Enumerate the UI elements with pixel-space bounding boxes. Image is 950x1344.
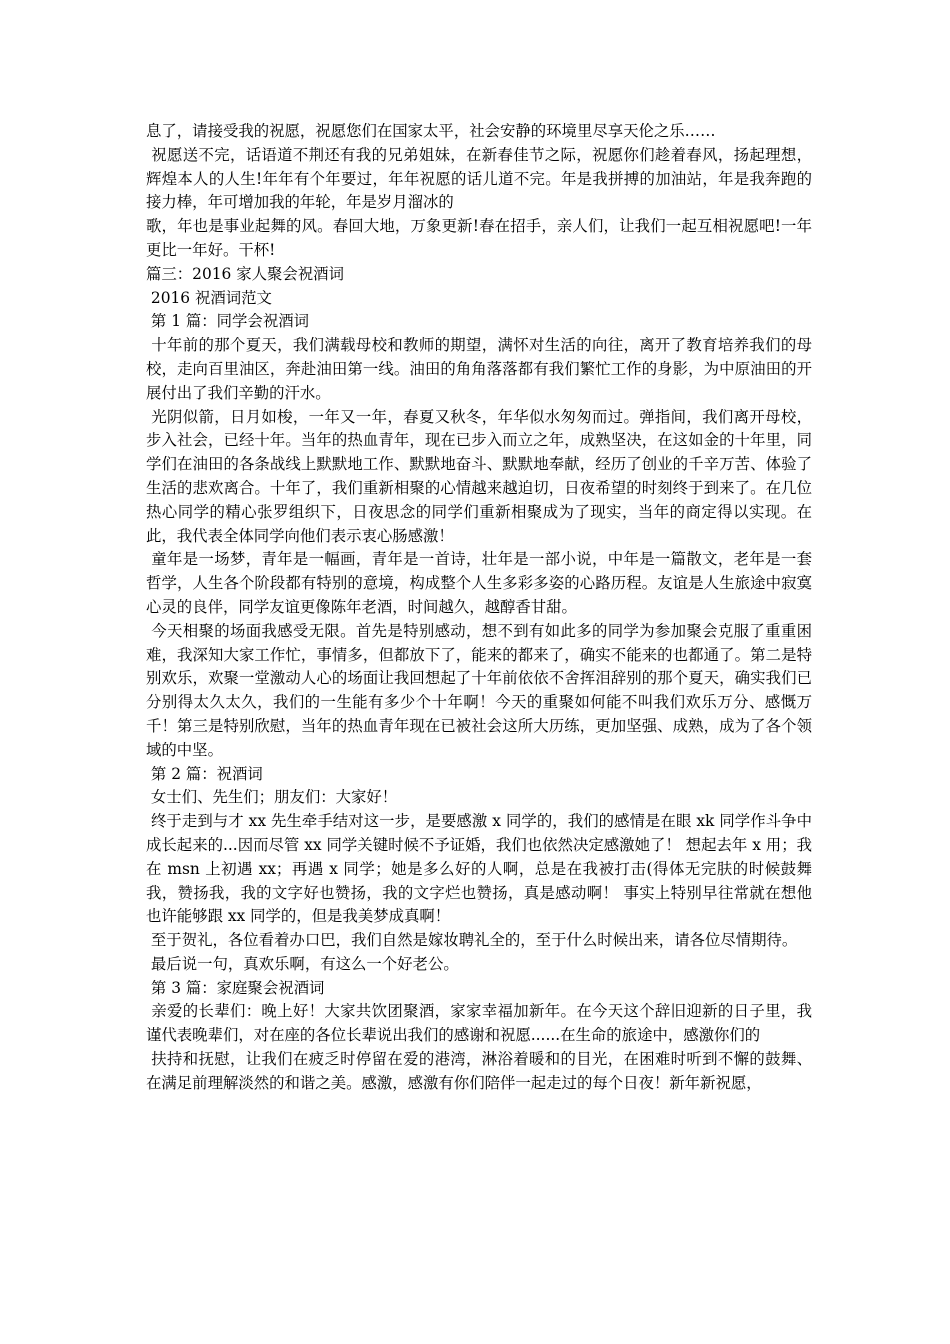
paragraph-closing-remark: 最后说一句，真欢乐啊，有这么一个好老公。 — [146, 954, 459, 973]
paragraph-wishes-siblings: 祝愿送不完，话语道不荆还有我的兄弟姐妹，在新春佳节之际，祝愿你们趁着春风，扬起理想，辉煌本人的人生!年年有个年要过，年年祝愿的话儿道不完。年是我拼搏的加油站，年是我奔跑的接力棒，年可增加我的年轮，年是岁月溜冰的 — [146, 145, 812, 212]
paragraph-ten-years-ago: 十年前的那个夏天，我们满载母校和教师的期望，满怀对生活的向往，离开了教育培养我们的母校，走向百里油区，奔赴油田第一线。油田的角角落落都有我们繁忙工作的身影，为中原油田的开展付出了我们辛勤的汗水。 — [146, 336, 812, 402]
paragraph-greeting: 女士们、先生们；朋友们：大家好！ — [146, 788, 398, 807]
article-heading-3: 第 3 篇：家庭聚会祝酒词 — [146, 978, 325, 997]
paragraph-gifts: 至于贺礼，各位看着办口巴，我们自然是嫁妆聘礼全的，至于什么时候出来，请各位尽情期待。 — [146, 931, 798, 950]
section-heading-part-three: 篇三：2016 家人聚会祝酒词 — [146, 264, 344, 283]
paragraph-support-gratitude: 扶持和抚慰，让我们在疲乏时停留在爱的港湾，淋浴着暖和的目光，在困难时听到不懈的鼓舞、在满足前理解淡然的和谐之美。感激，感激有你们陪伴一起走过的每个日夜！新年新祝愿， — [146, 1050, 812, 1092]
paragraph-reunion-feelings: 今天相聚的场面我感受无限。首先是特别感动，想不到有如此多的同学为参加聚会克服了重重困难，我深知大家工作忙，事情多，但都放下了，能来的都来了，确实不能来的也都通了。第二是特别欢乐，欢聚一堂激动人心的场面让我回想起了十年前依依不舍挥泪辞别的那个夏天，确实我们已分别得太久太久，我们的一生能有多少个十年啊！今天的重聚如何能不叫我们欢乐万分、感慨万千！第三是特别欣慰，当年的热血青年现在已被社会这所大历练，更加坚强、成熟，成为了各个领域的中坚。 — [146, 621, 812, 759]
paragraph-childhood-dream: 童年是一场梦，青年是一幅画，青年是一首诗，壮年是一部小说，中年是一篇散文，老年是一套哲学，人生各个阶段都有特别的意境，构成整个人生多彩多姿的心路历程。友谊是人生旅途中寂寞心灵的良伴，同学友谊更像陈年老酒，时间越久，越醇香甘甜。 — [146, 550, 812, 616]
document-page — [146, 120, 812, 1096]
paragraph-dear-elders: 亲爱的长辈们：晚上好！大家共饮团聚酒，家家幸福加新年。在今天这个辞旧迎新的日子里，我谨代表晚辈们，对在座的各位长辈说出我们的感谢和祝愿......在生命的旅途中，感激你们的 — [146, 1002, 812, 1045]
paragraph-time-flies: 光阴似箭，日月如梭，一年又一年，春夏又秋冬，年华似水匆匆而过。弹指间，我们离开母校，步入社会，已经十年。当年的热血青年，现在已步入而立之年，成熟坚决，在这如金的十年里，同学们在油田的各条战线上默默地工作、默默地奋斗、默默地奉献，经历了创业的千辛万苦、体验了生活的悲欢离合。十年了，我们重新相聚的心情越来越迫切，日夜希望的时刻终于到来了。在几位热心同学的精心张罗组织下，日夜思念的同学们重新相聚成为了现实，当年的商定得以实现。在此，我代表全体同学向他们表示衷心肠感激！ — [146, 407, 812, 545]
paragraph-spring-toast: 歌，年也是事业起舞的风。春回大地，万象更新!春在招手，亲人们，让我们一起互相祝愿吧!一年更比一年好。干杯! — [146, 217, 812, 259]
paragraph-wedding-story: 终于走到与才 xx 先生牵手结对这一步，是要感激 x 同学的，我们的感情是在眼 xk 同学作斗争中成长起来的...因而尽管 xx 同学关键时候不予证婚，我们也依然决定感激她了！ 想起去年 x 用；我在 msn 上初遇 xx；再遇 x 同学；她是多么好的人啊，总是在我被打击(得体无完肤的时候鼓舞我，赞扬我，我的文字好也赞扬，我的文字烂也赞扬，真是感动啊！ 事实上特别早往常就在想他也许能够跟 xx 同学的，但是我美梦成真啊！ — [146, 812, 812, 926]
paragraph-continuation-blessing: 息了，请接受我的祝愿，祝愿您们在国家太平，社会安静的环境里尽享天伦之乐…… — [146, 122, 716, 140]
section-subheading-toast-examples: 2016 祝酒词范文 — [146, 288, 272, 307]
article-heading-2: 第 2 篇：祝酒词 — [146, 764, 263, 783]
article-heading-1: 第 1 篇：同学会祝酒词 — [146, 312, 309, 331]
